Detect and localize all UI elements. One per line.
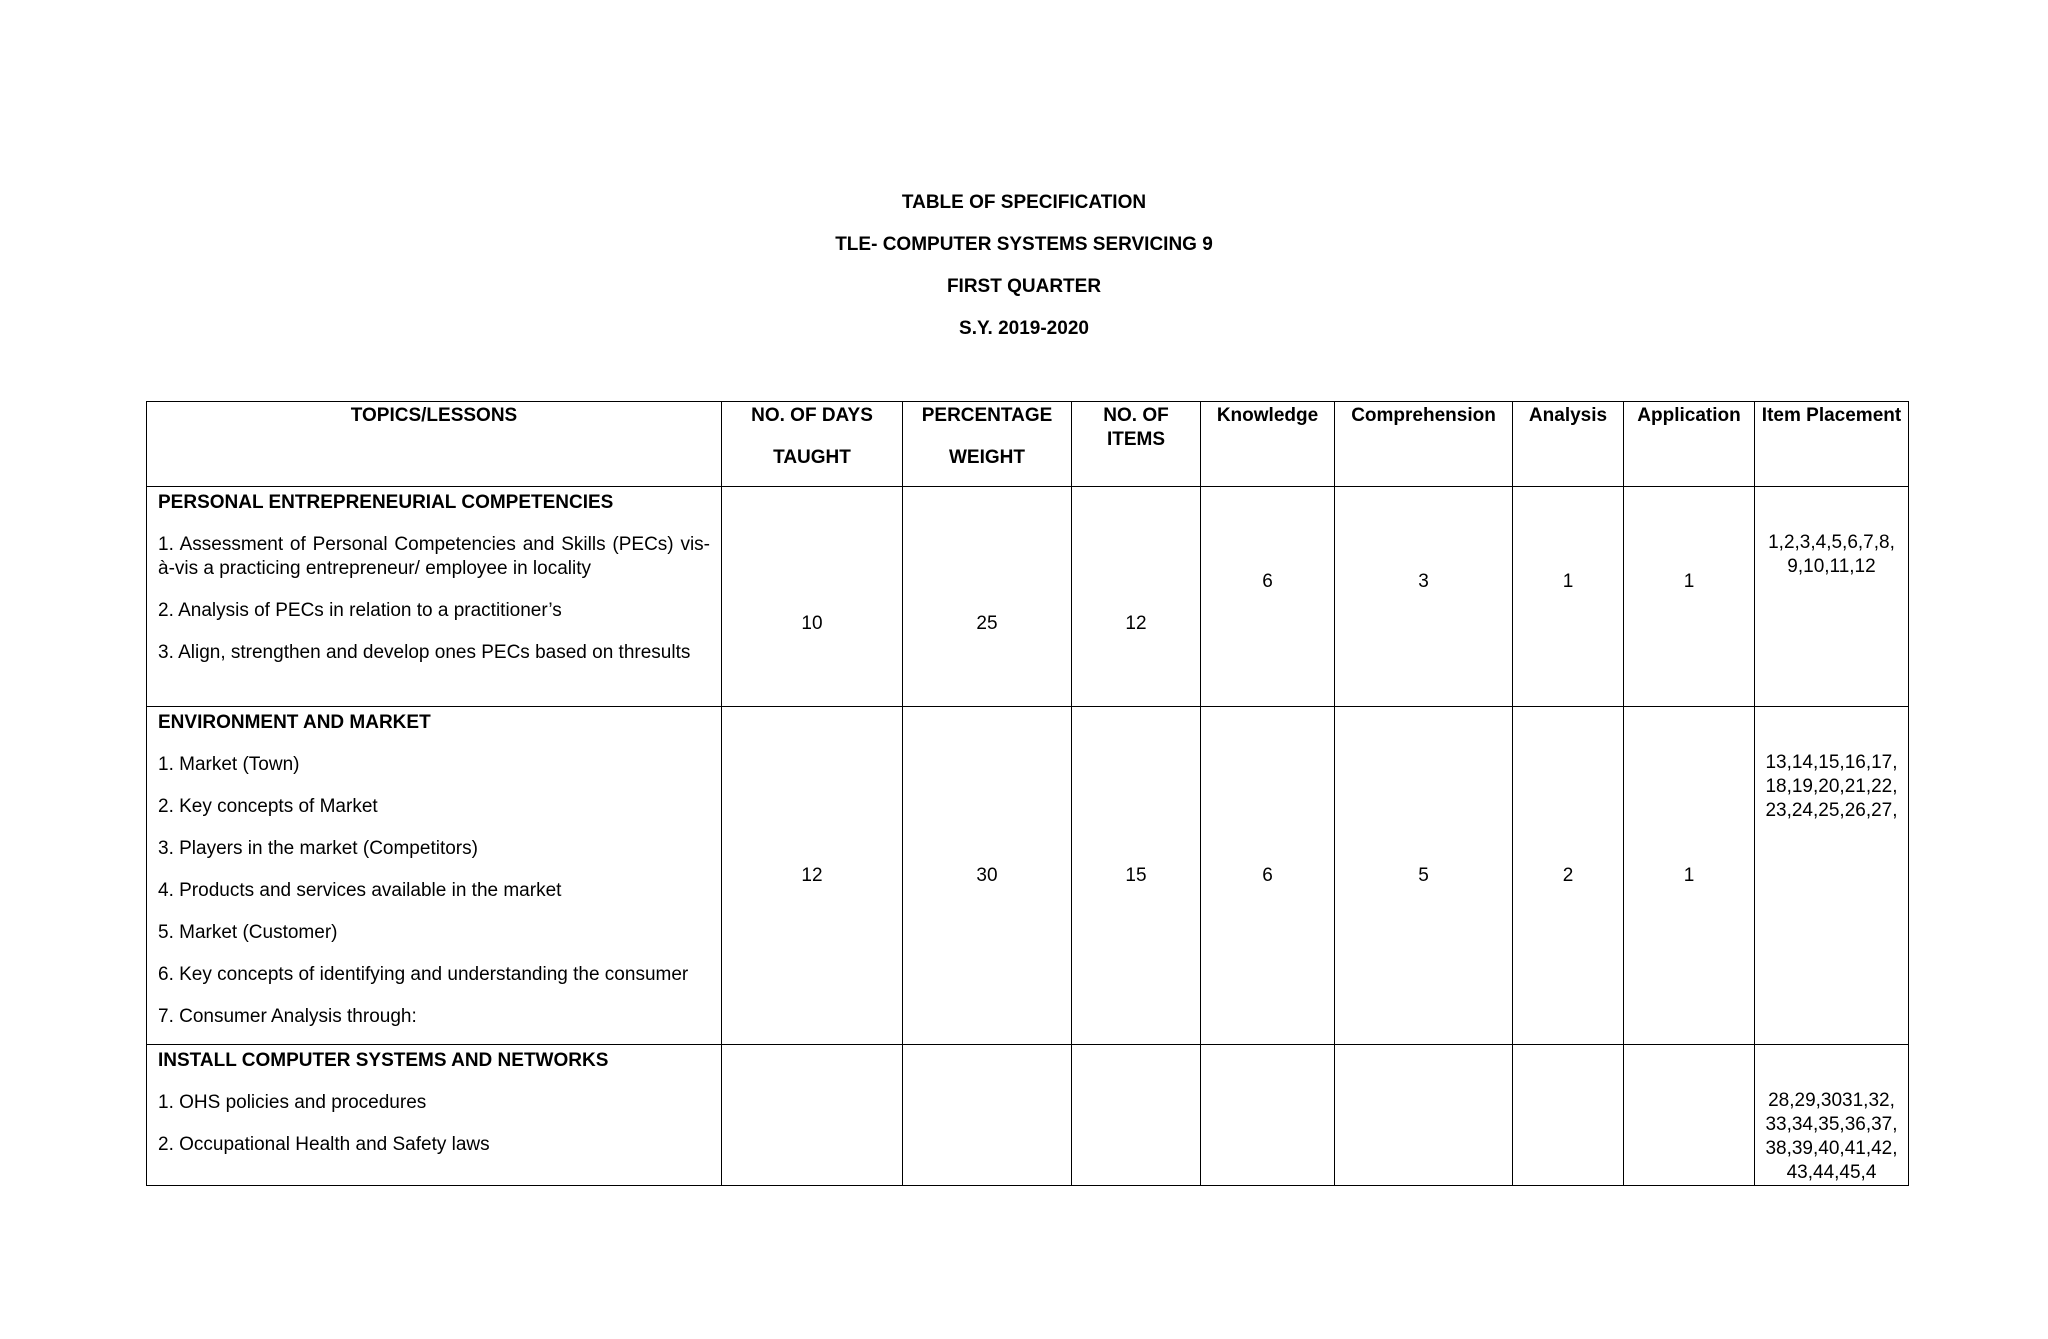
item-placement-value: 13,14,15,16,17,18,19,20,21,22,23,24,25,26,27, xyxy=(1755,707,1909,1045)
section-title: PERSONAL ENTREPRENEURIAL COMPETENCIES xyxy=(158,492,614,513)
lesson-item: 1. Assessment of Personal Competencies and Skills (PECs) vis-à-vis a practicing entrepreneur/ employee in locality xyxy=(158,534,710,579)
knowledge-value: 6 xyxy=(1201,487,1335,707)
lesson-item: 1. OHS policies and procedures xyxy=(158,1092,427,1113)
analysis-value: 1 xyxy=(1513,487,1624,707)
topic-cell xyxy=(147,487,722,707)
lesson-item: 3. Align, strengthen and develop ones PECs based on thresults xyxy=(158,642,691,663)
comprehension-value xyxy=(1335,1045,1513,1186)
header-application: Application xyxy=(1624,402,1755,487)
num-items-value: 12 xyxy=(1072,487,1201,707)
lesson-item: 4. Products and services available in the market xyxy=(158,880,562,901)
title-line-2: TLE- COMPUTER SYSTEMS SERVICING 9 xyxy=(835,234,1213,255)
table-row xyxy=(147,487,1909,707)
num-items-value xyxy=(1072,1045,1201,1186)
days-taught-value: 12 xyxy=(722,707,903,1045)
header-num-items: NO. OF ITEMS xyxy=(1072,402,1201,487)
lesson-item: 2. Analysis of PECs in relation to a practitioner’s xyxy=(158,600,562,621)
percentage-value: 30 xyxy=(903,707,1072,1045)
topic-cell xyxy=(147,707,722,1045)
header-row xyxy=(147,402,1909,487)
application-value xyxy=(1624,1045,1755,1186)
percentage-value xyxy=(903,1045,1072,1186)
percentage-value: 25 xyxy=(903,487,1072,707)
lesson-item: 2. Occupational Health and Safety laws xyxy=(158,1134,490,1155)
specification-table xyxy=(146,401,1909,1186)
application-value: 1 xyxy=(1624,487,1755,707)
document-title-block xyxy=(0,188,2048,356)
analysis-value xyxy=(1513,1045,1624,1186)
header-topics: TOPICS/LESSONS xyxy=(147,402,722,487)
lesson-item: 3. Players in the market (Competitors) xyxy=(158,838,478,859)
section-title: INSTALL COMPUTER SYSTEMS AND NETWORKS xyxy=(158,1050,609,1071)
knowledge-value xyxy=(1201,1045,1335,1186)
lesson-item: 5. Market (Customer) xyxy=(158,922,338,943)
table-row xyxy=(147,1045,1909,1186)
header-days: NO. OF DAYS TAUGHT xyxy=(722,402,903,487)
lesson-item: 6. Key concepts of identifying and understanding the consumer xyxy=(158,964,689,985)
application-value: 1 xyxy=(1624,707,1755,1045)
item-placement-value: 28,29,3031,32,33,34,35,36,37,38,39,40,41,42,43,44,45,4 xyxy=(1755,1045,1909,1186)
num-items-value: 15 xyxy=(1072,707,1201,1045)
header-comprehension: Comprehension xyxy=(1335,402,1513,487)
lesson-item: 2. Key concepts of Market xyxy=(158,796,378,817)
days-taught-value: 10 xyxy=(722,487,903,707)
header-knowledge: Knowledge xyxy=(1201,402,1335,487)
title-line-3: FIRST QUARTER xyxy=(946,276,1102,297)
item-placement-value: 1,2,3,4,5,6,7,8,9,10,11,12 xyxy=(1755,487,1909,707)
knowledge-value: 6 xyxy=(1201,707,1335,1045)
lesson-item: 7. Consumer Analysis through: xyxy=(158,1006,417,1027)
topic-cell xyxy=(147,1045,722,1186)
comprehension-value: 3 xyxy=(1335,487,1513,707)
header-percentage: PERCENTAGE WEIGHT xyxy=(903,402,1072,487)
title-line-4: S.Y. 2019-2020 xyxy=(959,318,1089,339)
lesson-item: 1. Market (Town) xyxy=(158,754,300,775)
section-title: ENVIRONMENT AND MARKET xyxy=(158,712,431,733)
table-row xyxy=(147,707,1909,1045)
header-analysis: Analysis xyxy=(1513,402,1624,487)
comprehension-value: 5 xyxy=(1335,707,1513,1045)
days-taught-value xyxy=(722,1045,903,1186)
header-item-placement: Item Placement xyxy=(1755,402,1909,487)
analysis-value: 2 xyxy=(1513,707,1624,1045)
title-line-1: TABLE OF SPECIFICATION xyxy=(901,192,1147,213)
